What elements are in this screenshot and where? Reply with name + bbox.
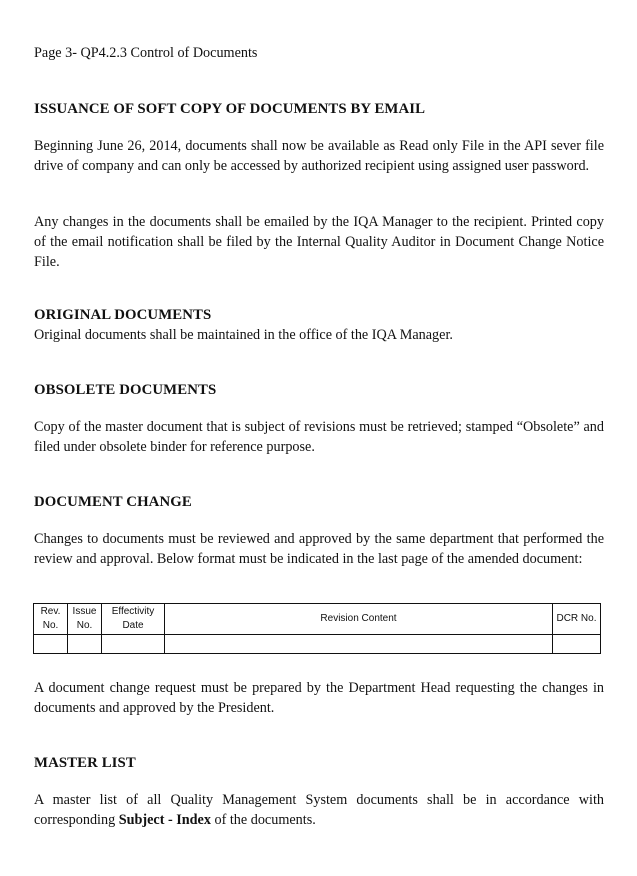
issue-no-header-line1: Issue: [72, 606, 97, 617]
rev-no-header: [34, 604, 68, 635]
page-header: Page 3- QP4.2.3 Control of Documents: [34, 45, 258, 61]
subject-index-bold: Subject - Index: [118, 812, 211, 828]
paragraph-obsolete-1: Copy of the master document that is subject of revisions must be retrieved; stamped “Obsolete” and filed under obsolete binder for reference purpose.: [34, 419, 604, 455]
issue-no-header-line2: No.: [76, 620, 93, 631]
paragraph-master-text-pre: A master list of all Quality Management System documents shall be in accordance with corresponding: [34, 792, 604, 828]
paragraph-email-2: Any changes in the documents shall be emailed by the IQA Manager to the recipient. Printed copy of the email notification shall be filed by the Internal Quality Auditor in Document Change Notice File.: [34, 214, 604, 270]
revision-content-cell: [165, 635, 553, 654]
revision-content-header: Revision Content: [165, 604, 553, 635]
section-title-original: ORIGINAL DOCUMENTS: [34, 307, 212, 323]
paragraph-email-1: Beginning June 26, 2014, documents shall now be available as Read only File in the API sever file drive of company and can only be accessed by authorized recipient using assigned user password.: [34, 138, 604, 174]
revision-table-empty-row: [34, 635, 601, 654]
issue-no-header: [68, 604, 102, 635]
effectivity-date-header-line2: Date: [122, 620, 144, 631]
paragraph-master-1: [34, 790, 604, 830]
section-title-master: MASTER LIST: [34, 755, 136, 771]
section-title-change: DOCUMENT CHANGE: [34, 494, 192, 510]
rev-no-header-line1: Rev.: [40, 606, 61, 617]
revision-table-header-row: [34, 604, 601, 635]
rev-no-cell: [34, 635, 68, 654]
effectivity-date-header-line1: Effectivity: [111, 606, 155, 617]
revision-table: [33, 603, 601, 654]
section-title-email: ISSUANCE OF SOFT COPY OF DOCUMENTS BY EMAIL: [34, 101, 426, 117]
dcr-no-header: DCR No.: [553, 604, 601, 635]
paragraph-change-2: A document change request must be prepared by the Department Head requesting the changes in documents and approved by the President.: [34, 680, 604, 716]
paragraph-master-text-post: of the documents.: [210, 812, 316, 828]
dcr-no-cell: [553, 635, 601, 654]
paragraph-change-1: Changes to documents must be reviewed and approved by the same department that performed the review and approval. Below format must be indicated in the last page of the amended document:: [34, 531, 604, 567]
paragraph-original-1: Original documents shall be maintained in the office of the IQA Manager.: [34, 327, 453, 343]
effectivity-date-cell: [102, 635, 165, 654]
effectivity-date-header: [102, 604, 165, 635]
rev-no-header-line2: No.: [42, 620, 59, 631]
section-title-obsolete: OBSOLETE DOCUMENTS: [34, 382, 217, 398]
issue-no-cell: [68, 635, 102, 654]
